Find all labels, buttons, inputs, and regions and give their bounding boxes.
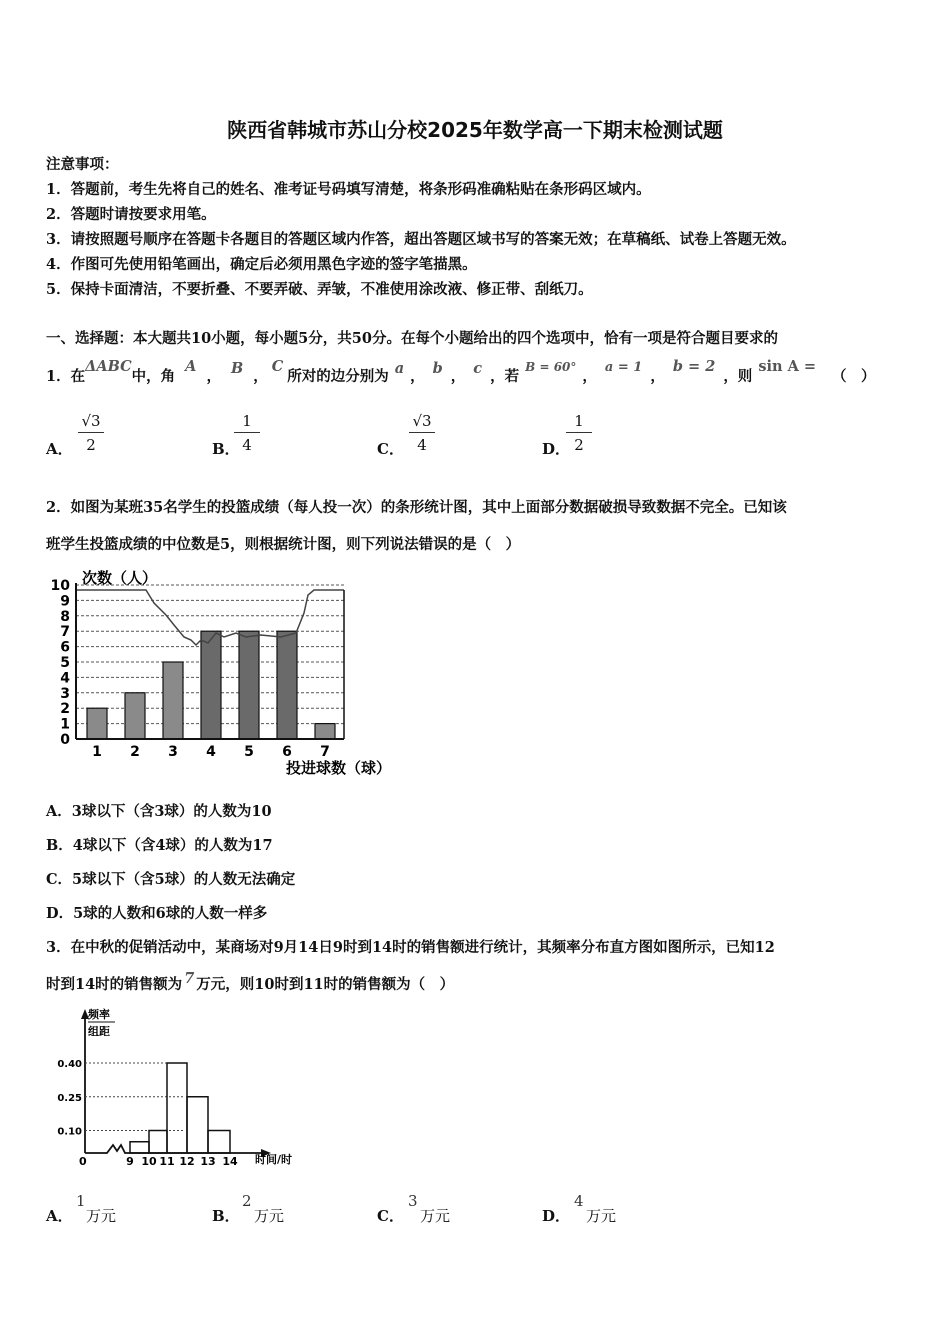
q3-option-d-label: D． <box>542 1207 571 1225</box>
bar <box>125 693 145 739</box>
x-tick-label: 11 <box>159 1155 175 1168</box>
q3-option-d-value: 4 <box>574 1192 584 1210</box>
y-tick-label: 9 <box>60 593 70 610</box>
q2-option-c: C．5球以下（含5球）的人数无法确定 <box>46 871 296 888</box>
q3-option-d-unit: 万元 <box>586 1207 617 1225</box>
q1-option-b-label: B． <box>212 440 240 458</box>
y-tick-label: 7 <box>60 624 70 641</box>
q3-option-b-label: B． <box>212 1207 240 1225</box>
x-tick-label: 7 <box>320 744 330 760</box>
bar <box>277 631 297 739</box>
histogram-bar <box>167 1063 187 1153</box>
q1-comma: ， <box>410 368 425 385</box>
q1-cond-b: B = 60° <box>525 360 577 374</box>
q3-stem: 3．在中秋的促销活动中，某商场对9月14日9时到14时的销售额进行统计，其频率分布直方图如图所示，已知12 <box>46 939 775 956</box>
q1-option-a-value: $\frac{√3}{2}$ <box>78 412 104 454</box>
q1-cond-side-b: b = 2 <box>672 358 716 375</box>
q1-cond-a: a = 1 <box>604 360 643 375</box>
bar <box>201 631 221 739</box>
notice-heading: 注意事项： <box>46 156 119 173</box>
q2-option-a: A．3球以下（含3球）的人数为10 <box>46 803 272 820</box>
q3-option-a-unit: 万元 <box>86 1207 117 1225</box>
x-tick-label: 9 <box>126 1155 134 1168</box>
bar <box>239 631 259 739</box>
x-tick-label: 1 <box>92 744 102 760</box>
q1-side-a: a <box>394 360 405 377</box>
q3-option-b-value: 2 <box>242 1192 252 1210</box>
y-tick-label: 1 <box>60 716 70 733</box>
q3-option-a-value: 1 <box>76 1192 86 1210</box>
q1-comma: ， <box>582 368 597 385</box>
y-tick-label: 8 <box>60 608 70 625</box>
q1-option-a-label: A． <box>46 440 73 458</box>
q1-text: 中，角 <box>131 368 176 385</box>
histogram <box>55 1005 305 1175</box>
origin-label: 0 <box>79 1155 87 1168</box>
y-tick-label: 0 <box>60 732 70 748</box>
x-tick-label: 4 <box>206 744 216 760</box>
y-label-top: 频率 <box>88 1008 110 1021</box>
y-tick-label: 4 <box>60 670 70 687</box>
q1-num: 1．在 <box>46 368 86 385</box>
q1-paren: （ ） <box>832 368 876 385</box>
y-label-bottom: 组距 <box>88 1025 110 1038</box>
y-tick-label: 3 <box>60 685 70 702</box>
q3-option-c-value: 3 <box>408 1192 418 1210</box>
bar <box>87 708 107 739</box>
q1-option-b-value: $\frac{1}{4}$ <box>234 412 260 454</box>
notice-item: 1．答题前，考生先将自己的姓名、准考证号码填写清楚，将条形码准确粘贴在条形码区域内。 <box>46 181 651 198</box>
x-axis-label: 时间/时 <box>255 1153 293 1166</box>
x-tick-label: 13 <box>200 1155 216 1168</box>
q3-option-c-label: C． <box>377 1207 404 1225</box>
histogram-bar <box>149 1131 167 1154</box>
section-heading: 一、选择题：本大题共10小题，每小题5分，共50分。在每个小题给出的四个选项中，恰有一项是符合题目要求的 <box>46 330 778 347</box>
q2-option-b: B．4球以下（含4球）的人数为17 <box>46 837 273 854</box>
q1-side-c: c <box>473 360 483 377</box>
y-tick-label: 2 <box>60 701 70 718</box>
q1-option-c-value: $\frac{√3}{4}$ <box>409 412 435 454</box>
q1-angle-c: C <box>271 358 284 375</box>
q1-option-d-label: D． <box>542 440 571 458</box>
q1-text: 所对的边分别为 <box>287 368 389 385</box>
y-tick-label: 0.25 <box>57 1092 82 1104</box>
x-tick-label: 3 <box>168 744 178 760</box>
x-axis <box>85 1145 265 1153</box>
q3-value: 7 <box>184 970 195 987</box>
q2-option-d: D．5球的人数和6球的人数一样多 <box>46 905 268 922</box>
q1-comma: ， <box>450 368 466 385</box>
q1-comma: ， <box>206 368 221 385</box>
q1-angle-b: B <box>230 360 244 377</box>
notice-item: 4．作图可先使用铅笔画出，确定后必须用黑色字迹的签字笔描黑。 <box>46 256 477 273</box>
x-tick-label: 5 <box>244 744 254 760</box>
q1-option-d-value: $\frac{1}{2}$ <box>566 412 592 454</box>
q1-comma: ， <box>650 368 665 385</box>
x-tick-label: 2 <box>130 744 140 760</box>
histogram-bar <box>187 1097 208 1153</box>
bar-chart <box>46 565 416 785</box>
notice-item: 3．请按照题号顺序在答题卡各题目的答题区域内作答，超出答题区域书写的答案无效；在草稿纸、试卷上答题无效。 <box>46 231 796 248</box>
q1-text: ，则 <box>723 368 753 385</box>
histogram-bar <box>130 1142 149 1153</box>
q3-option-b-unit: 万元 <box>254 1207 285 1225</box>
bar <box>315 724 335 739</box>
x-tick-label: 10 <box>141 1155 157 1168</box>
q1-side-b: b <box>432 360 443 377</box>
x-tick-label: 6 <box>282 744 292 760</box>
bar <box>163 662 183 739</box>
notice-item: 5．保持卡面清洁，不要折叠、不要弄破、弄皱，不准使用涂改液、修正带、刮纸刀。 <box>46 281 593 298</box>
x-tick-label: 12 <box>179 1155 195 1168</box>
y-tick-label: 0.10 <box>57 1126 82 1138</box>
q3-option-a-label: A． <box>46 1207 73 1225</box>
notice-item: 2．答题时请按要求用笔。 <box>46 206 216 223</box>
q2-stem: 班学生投篮成绩的中位数是5，则根据统计图，则下列说法错误的是（ ） <box>46 536 521 553</box>
q1-stem <box>46 358 876 386</box>
y-tick-label: 10 <box>50 578 70 594</box>
q3-option-c-unit: 万元 <box>420 1207 451 1225</box>
q2-stem: 2．如图为某班35名学生的投篮成绩（每人投一次）的条形统计图，其中上面部分数据破损导致数据不完全。已知该 <box>46 499 787 516</box>
q1-triangle: ΔABC <box>85 358 132 375</box>
y-axis-label: 次数（人） <box>82 569 158 587</box>
y-tick-label: 6 <box>60 639 70 656</box>
x-tick-label: 14 <box>222 1155 238 1168</box>
x-axis-label: 投进球数（球） <box>286 759 392 777</box>
histogram-bar <box>208 1131 230 1154</box>
q1-comma: ， <box>253 368 268 385</box>
page-title: 陕西省韩城市苏山分校2025年数学高一下期末检测试题 <box>227 118 723 142</box>
q1-text: ，若 <box>490 368 520 385</box>
q1-angle-a: A <box>185 358 197 375</box>
q1-sin-a: sin A = <box>758 358 817 375</box>
q3-stem: 时到14时的销售额为 7 万元，则10时到11时的销售额为（ ） <box>46 970 455 993</box>
q1-option-c-label: C． <box>377 440 404 458</box>
y-tick-label: 5 <box>60 655 70 671</box>
y-tick-label: 0.40 <box>57 1059 82 1070</box>
